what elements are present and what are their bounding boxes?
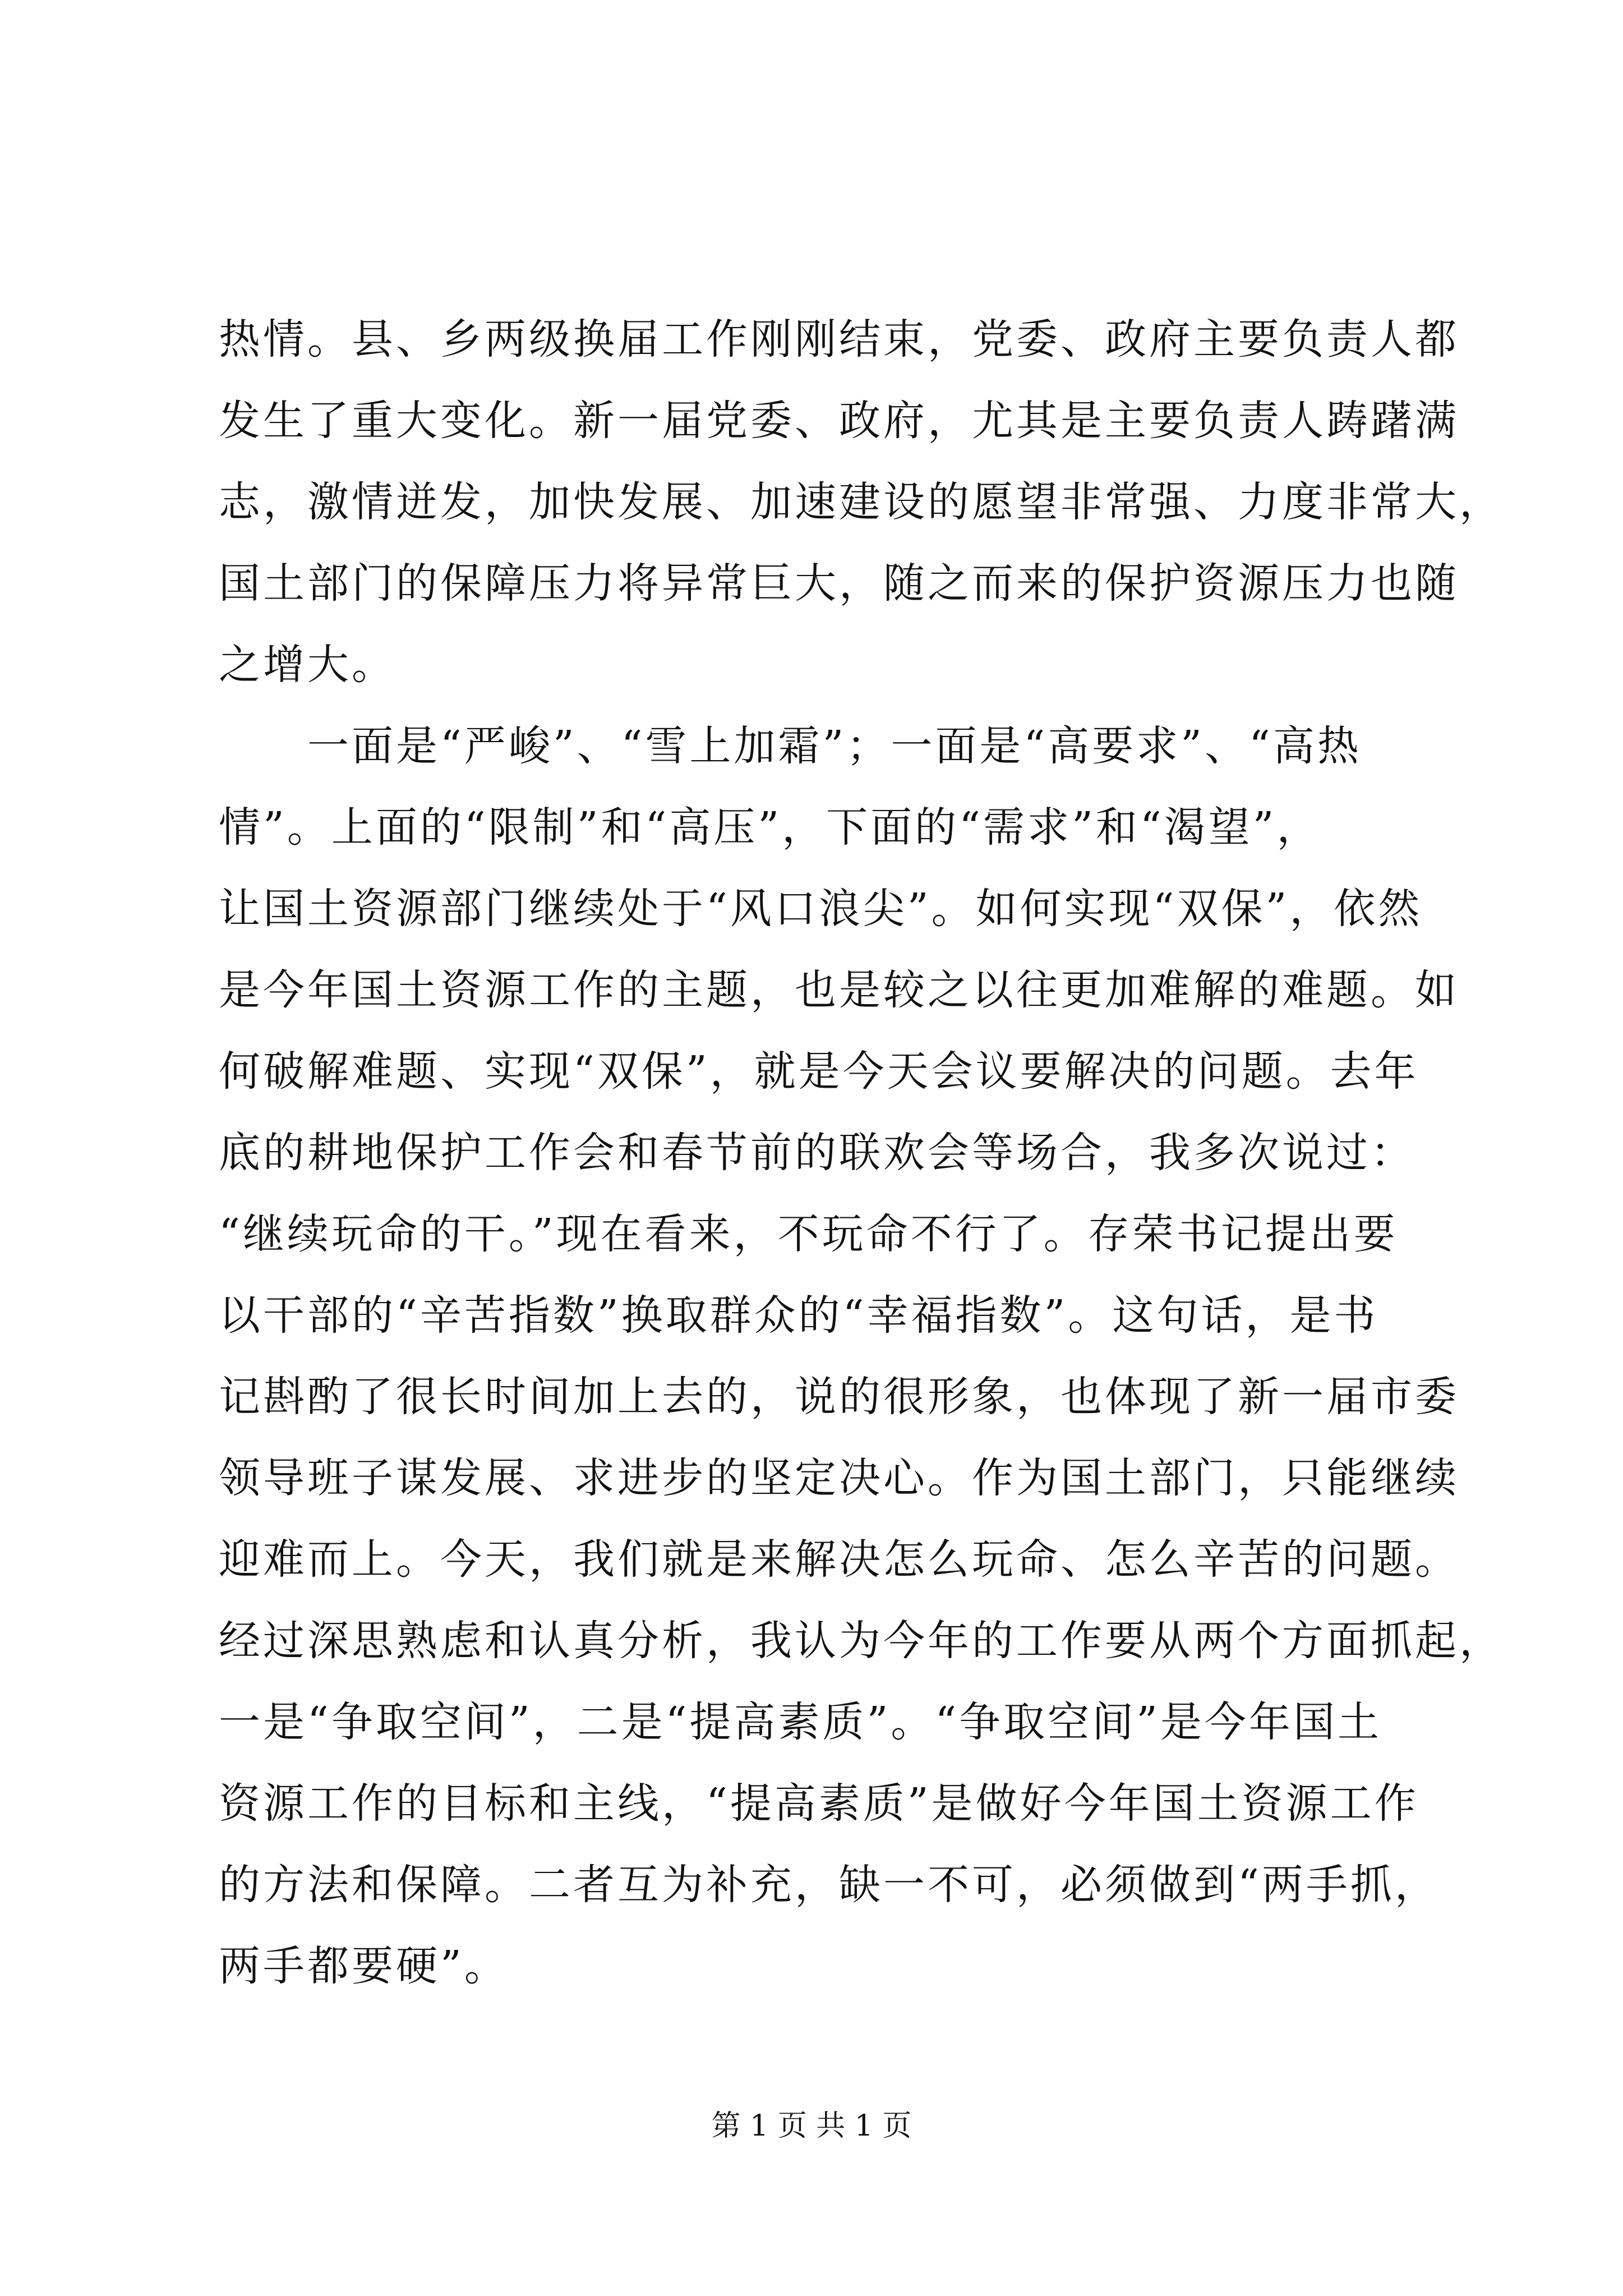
text-line: 迎难而上。今天，我们就是来解决怎么玩命、怎么辛苦的问题。 — [219, 1535, 1459, 1584]
text-line: 一面是“严峻”、“雪上加霜”；一面是“高要求”、“高热 — [219, 722, 1362, 770]
text-line: 是今年国土资源工作的主题，也是较之以往更加难解的难题。如 — [219, 966, 1459, 1014]
text-line: 两手都要硬”。 — [219, 1942, 509, 1990]
text-line: 让国土资源部门继续处于“风口浪尖”。如何实现“双保”，依然 — [219, 885, 1423, 933]
text-line: 热情。县、乡两级换届工作刚刚结束，党委、政府主要负责人都 — [219, 315, 1459, 364]
text-line: 的方法和保障。二者互为补充，缺一不可，必须做到“两手抓， — [219, 1861, 1439, 1909]
text-line: 之增大。 — [219, 641, 396, 689]
text-line: “继续玩命的干。”现在看来，不玩命不行了。存荣书记提出要 — [219, 1210, 1398, 1258]
text-line: 资源工作的目标和主线，“提高素质”是做好今年国土资源工作 — [219, 1779, 1419, 1828]
text-line: 领导班子谋发展、求进步的坚定决心。作为国土部门，只能继续 — [219, 1454, 1459, 1502]
page-number-footer: 第 1 页 共 1 页 — [711, 2109, 912, 2143]
text-line: 何破解难题、实现“双保”，就是今天会议要解决的问题。去年 — [219, 1047, 1419, 1096]
text-line: 志，激情迸发，加快发展、加速建设的愿望非常强、力度非常大， — [219, 478, 1504, 526]
text-line: 情”。上面的“限制”和“高压”，下面的“需求”和“渴望”， — [219, 803, 1321, 852]
text-line: 底的耕地保护工作会和春节前的联欢会等场合，我多次说过： — [219, 1129, 1415, 1177]
text-line: 以干部的“辛苦指数”换取群众的“幸福指数”。这句话，是书 — [219, 1291, 1378, 1340]
text-line: 国土部门的保障压力将异常巨大，随之而来的保护资源压力也随 — [219, 559, 1459, 608]
text-line: 一是“争取空间”，二是“提高素质”。“争取空间”是今年国土 — [219, 1698, 1382, 1746]
text-line: 记斟酌了很长时间加上去的，说的很形象，也体现了新一届市委 — [219, 1373, 1459, 1421]
text-line: 发生了重大变化。新一届党委、政府，尤其是主要负责人踌躇满 — [219, 397, 1459, 445]
text-line: 经过深思熟虑和认真分析，我认为今年的工作要从两个方面抓起， — [219, 1617, 1504, 1665]
